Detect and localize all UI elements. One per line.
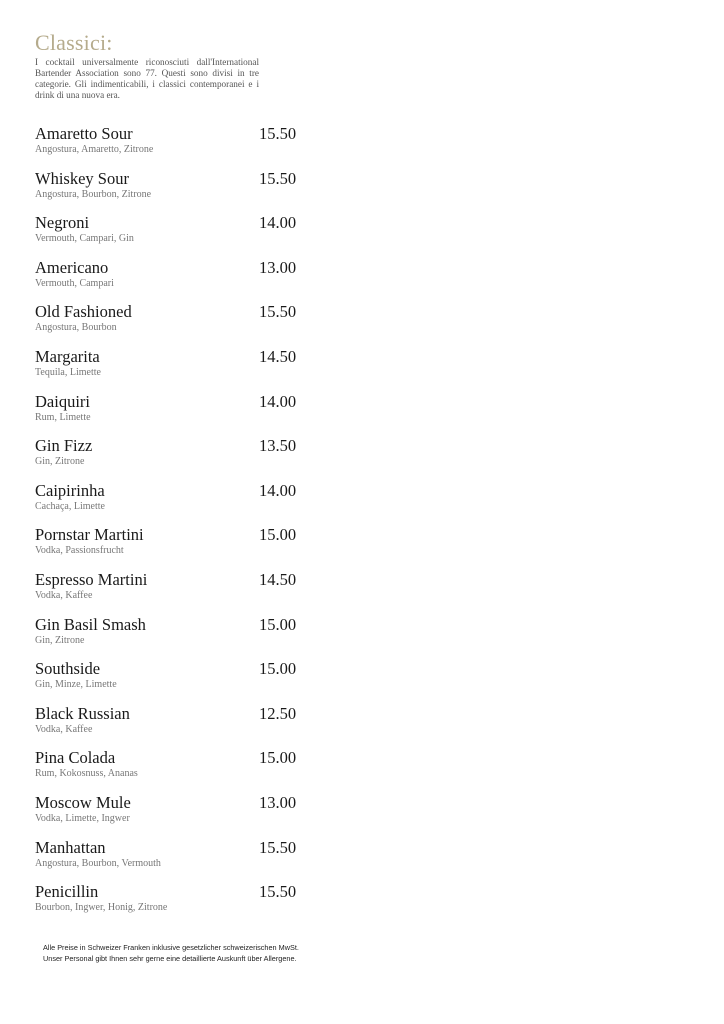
item-ingredients: Vodka, Passionsfrucht: [35, 545, 124, 557]
menu-item: [35, 882, 300, 927]
menu-item: [35, 347, 300, 392]
menu-item: [35, 481, 300, 526]
menu-item: [35, 169, 300, 214]
item-ingredients: Angostura, Bourbon, Vermouth: [35, 857, 161, 869]
menu-list: [35, 124, 300, 927]
item-name: Southside: [35, 659, 101, 679]
item-name: Daiquiri: [35, 391, 90, 411]
item-price: 15.50: [259, 168, 297, 188]
item-ingredients: Vodka, Kaffee: [35, 723, 93, 735]
item-ingredients: Tequila, Limette: [35, 366, 101, 378]
item-ingredients: Angostura, Amaretto, Zitrone: [35, 144, 154, 155]
menu-item: [35, 615, 300, 660]
item-name: Negroni: [35, 213, 90, 233]
item-ingredients: Vermouth, Campari: [35, 277, 114, 289]
menu-item: [35, 793, 300, 838]
item-price: 15.00: [259, 614, 297, 634]
menu-item: [35, 124, 300, 169]
item-price: 13.00: [259, 792, 297, 812]
item-ingredients: Rum, Limette: [35, 411, 91, 423]
item-price: 15.00: [259, 525, 297, 545]
item-price: 15.00: [259, 659, 297, 679]
footer-note: [43, 943, 343, 964]
item-price: 12.50: [259, 703, 297, 723]
item-name: Moscow Mule: [35, 792, 131, 812]
item-ingredients: Gin, Zitrone: [35, 456, 85, 468]
menu-item: [35, 213, 300, 258]
item-price: 14.50: [259, 569, 297, 589]
item-name: Margarita: [35, 346, 100, 366]
item-price: 15.50: [259, 837, 297, 857]
item-name: Black Russian: [35, 703, 130, 723]
section-title: Classici:: [35, 30, 113, 55]
item-price: 14.00: [259, 480, 297, 500]
item-price: 14.00: [259, 391, 297, 411]
item-name: Espresso Martini: [35, 569, 148, 589]
section-intro: I cocktail universalmente riconosciuti dall'International Bartender Association sono 77. Questi sono divisi in tre categorie. Gli indimenticabili, i classici contemporanei e i drink di una nuova era.: [35, 57, 259, 100]
item-name: Americano: [35, 257, 109, 277]
menu-item: [35, 392, 300, 437]
item-name: Caipirinha: [35, 480, 105, 500]
item-ingredients: Gin, Zitrone: [35, 634, 85, 646]
menu-item: [35, 704, 300, 749]
menu-item: [35, 258, 300, 303]
item-name: Manhattan: [35, 837, 106, 857]
item-name: Old Fashioned: [35, 302, 132, 322]
item-price: 15.50: [259, 882, 297, 902]
menu-item: [35, 525, 300, 570]
menu-item: [35, 659, 300, 704]
item-name: Penicillin: [35, 882, 99, 902]
item-ingredients: Vodka, Limette, Ingwer: [35, 812, 130, 824]
footer-line-allergens: Unser Personal gibt Ihnen sehr gerne eine detaillierte Auskunft über Allergene.: [43, 953, 297, 963]
item-price: 14.50: [259, 346, 297, 366]
item-ingredients: Gin, Minze, Limette: [35, 679, 117, 691]
item-ingredients: Bourbon, Ingwer, Honig, Zitrone: [35, 902, 168, 914]
menu-item: [35, 838, 300, 883]
menu-item: [35, 302, 300, 347]
item-price: 14.00: [259, 213, 297, 233]
item-ingredients: Vodka, Kaffee: [35, 589, 93, 601]
item-ingredients: Angostura, Bourbon, Zitrone: [35, 188, 152, 200]
item-name: Whiskey Sour: [35, 168, 129, 188]
menu-item: [35, 748, 300, 793]
item-price: 13.50: [259, 436, 297, 456]
item-name: Amaretto Sour: [35, 124, 133, 143]
footer-line-prices: Alle Preise in Schweizer Franken inklusive gesetzlicher schweizerischen MwSt.: [43, 943, 299, 952]
menu-item: [35, 570, 300, 615]
item-ingredients: Angostura, Bourbon: [35, 322, 117, 334]
item-price: 15.50: [259, 124, 297, 143]
item-name: Pina Colada: [35, 748, 116, 768]
item-ingredients: Cachaça, Limette: [35, 500, 105, 512]
item-price: 13.00: [259, 257, 297, 277]
item-name: Gin Fizz: [35, 436, 93, 456]
item-price: 15.50: [259, 302, 297, 322]
item-name: Pornstar Martini: [35, 525, 144, 545]
item-price: 15.00: [259, 748, 297, 768]
menu-item: [35, 436, 300, 481]
item-name: Gin Basil Smash: [35, 614, 146, 634]
item-ingredients: Vermouth, Campari, Gin: [35, 233, 134, 245]
item-ingredients: Rum, Kokosnuss, Ananas: [35, 768, 138, 780]
